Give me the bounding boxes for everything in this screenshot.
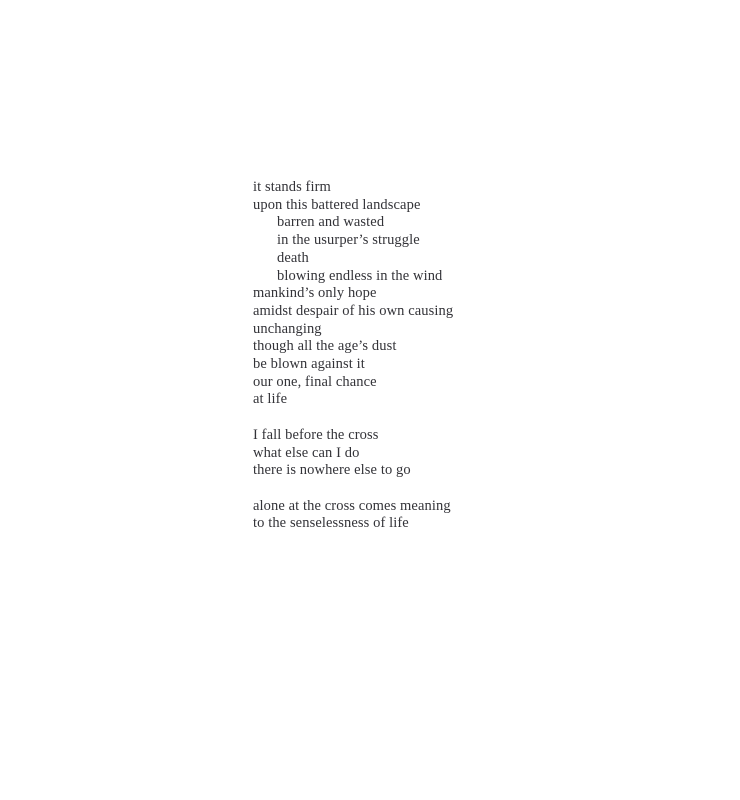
poem-stanza [253, 427, 453, 480]
poem-line: it stands firm [253, 179, 331, 195]
poem [253, 179, 453, 533]
poem-stanza [253, 498, 453, 533]
poem-line: unchanging [253, 320, 322, 337]
poem-line: be blown against it [253, 356, 365, 373]
poem-line: barren and wasted [277, 214, 385, 231]
poem-line: though all the age’s dust [253, 338, 397, 355]
poem-line: what else can I do [253, 444, 360, 461]
poem-stanza [253, 179, 453, 409]
poem-line: death [277, 249, 309, 266]
poem-line: our one, final chance [253, 373, 377, 390]
poem-line: amidst despair of his own causing [253, 302, 454, 319]
poem-line: blowing endless in the wind [277, 267, 443, 284]
poem-line: to the senselessness of life [253, 515, 409, 532]
poem-line: in the usurper’s struggle [277, 232, 420, 249]
poem-line: alone at the cross comes meaning [253, 497, 451, 514]
poem-line: upon this battered landscape [253, 196, 421, 213]
poem-line: at life [253, 391, 288, 408]
poem-line: mankind’s only hope [253, 285, 377, 302]
poem-line: there is nowhere else to go [253, 462, 411, 479]
poem-line: I fall before the cross [253, 426, 379, 443]
